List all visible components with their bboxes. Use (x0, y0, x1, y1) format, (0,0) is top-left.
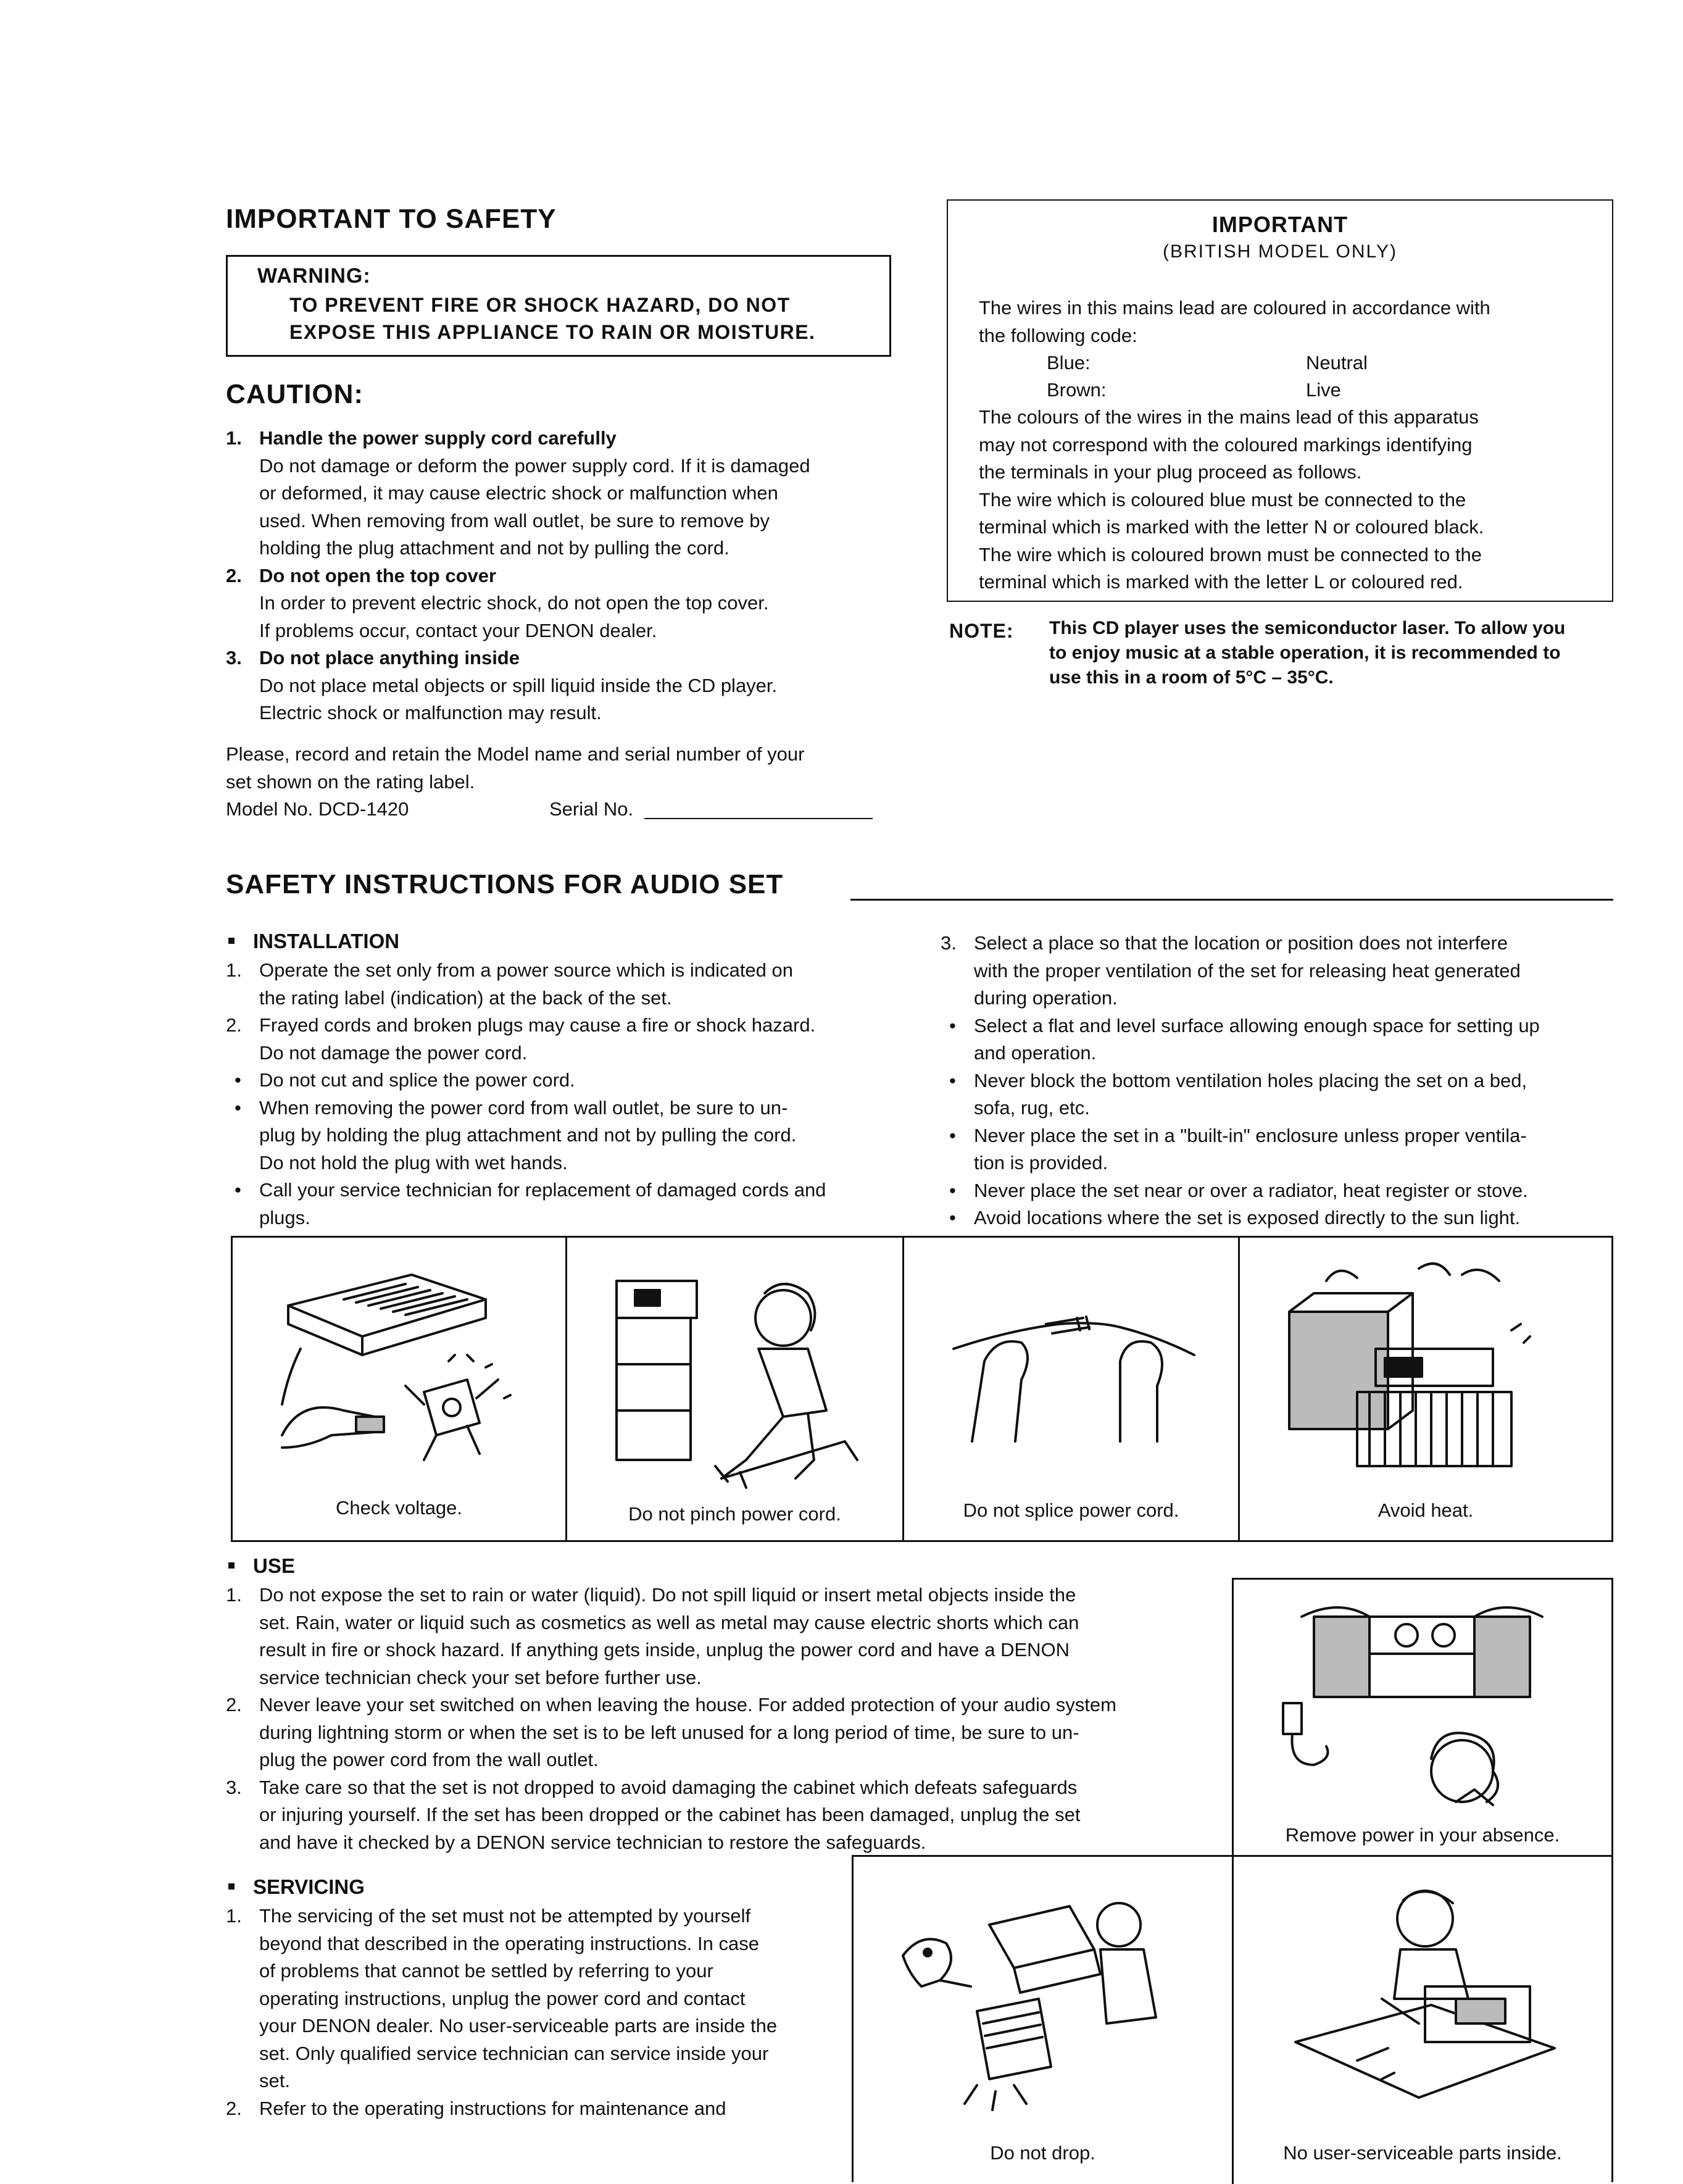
servicing-illustrations (852, 1855, 1613, 2182)
install-line: tion is provided. (974, 1152, 1108, 1173)
warning-box (226, 255, 891, 357)
model-label: Model No. DCD-1420 (226, 798, 409, 820)
warning-text-1: TO PREVENT FIRE OR SHOCK HAZARD, DO NOT (289, 294, 791, 316)
british-box (947, 199, 1613, 602)
remove-power-box (1232, 1578, 1613, 1857)
caution-line: Do not damage or deform the power supply cord. If it is damaged (259, 454, 810, 477)
warning-label: WARNING: (257, 264, 371, 288)
use-line: Never leave your set switched on when leaving the house. For added protection of your audio system (259, 1694, 1116, 1715)
servicing-line: of problems that cannot be settled by referring to your (259, 1960, 713, 1982)
british-line: The colours of the wires in the mains lead of this apparatus (979, 406, 1479, 428)
install-line: sofa, rug, etc. (974, 1097, 1090, 1119)
servicing-heading (226, 1875, 365, 1899)
caption: Do not pinch power cord. (628, 1503, 841, 1525)
servicing-num: 2. (226, 2097, 242, 2119)
use-title: USE (253, 1554, 295, 1577)
caution-heading: Handle the power supply cord carefully (259, 427, 617, 449)
servicing-line: operating instructions, unplug the power cord and contact (259, 1987, 746, 2009)
illustration-splice-cord (904, 1238, 1240, 1540)
note-line: to enjoy music at a stable operation, it is recommended to (1049, 643, 1561, 663)
install-bullet (941, 1067, 1616, 1122)
install-line: Select a place so that the location or position does not interfere (974, 932, 1508, 954)
install-line: during operation. (974, 987, 1118, 1009)
install-bullet (226, 1177, 899, 1232)
code-color: Brown: (1047, 379, 1107, 401)
install-line: plug by holding the plug attachment and not by pulling the cord. (259, 1124, 797, 1146)
audio-title: SAFETY INSTRUCTIONS FOR AUDIO SET (226, 869, 784, 899)
note-label: NOTE: (949, 620, 1014, 642)
code-row (979, 377, 1602, 404)
servicing-title: SERVICING (253, 1875, 365, 1898)
use-list (226, 1582, 1232, 1856)
british-line: The wires in this mains lead are coloured in accordance with (979, 297, 1490, 319)
install-item (941, 930, 1616, 1012)
install-line: • Avoid locations where the set is exposed directly to the sun light. (974, 1207, 1521, 1228)
servicing-item (226, 2095, 844, 2123)
use-line: result in fire or shock hazard. If anything gets inside, unplug the power cord and have a DENON (259, 1639, 1070, 1661)
install-num: 1. (226, 959, 242, 981)
note-line: use this in a room of 5°C – 35°C. (1049, 667, 1334, 688)
code-color: Blue: (1047, 352, 1091, 373)
use-line: during lightning storm or when the set is to be left unused for a long period of time, be sure to un- (259, 1721, 1079, 1743)
installation-illustrations (231, 1236, 1613, 1542)
british-body (979, 294, 1602, 596)
install-line: Do not damage the power cord. (259, 1041, 528, 1064)
caution-line: holding the plug attachment and not by pulling the cord. (259, 537, 729, 559)
model-serial-row (226, 796, 905, 823)
caution-num: 2. (226, 564, 242, 586)
illustration-do-not-drop (854, 1857, 1234, 2184)
use-num: 2. (226, 1694, 242, 1715)
serial-label: Serial No. (549, 798, 634, 820)
illustration-avoid-heat (1240, 1238, 1611, 1540)
caption: Do not splice power cord. (963, 1499, 1179, 1521)
section-bullet-icon (228, 1562, 235, 1569)
servicing-line: Refer to the operating instructions for maintenance and (259, 2097, 726, 2119)
use-item (226, 1774, 1232, 1857)
illustration-no-user-parts (1234, 1857, 1611, 2184)
use-line: service technician check your set before further use. (259, 1666, 702, 1688)
caution-line: or deformed, it may cause electric shock or malfunction when (259, 482, 778, 504)
caution-line: Do not place metal objects or spill liquid inside the CD player. (259, 674, 778, 696)
use-line: set. Rain, water or liquid such as cosmetics as well as metal may cause electric shorts which can (259, 1611, 1079, 1633)
remove-power-illustration (1271, 1592, 1567, 1808)
use-num: 1. (226, 1584, 242, 1606)
use-line: or injuring yourself. If the set has been dropped or the cabinet has been damaged, unplug the set (259, 1804, 1081, 1825)
installation-heading (226, 930, 399, 953)
servicing-num: 1. (226, 1905, 242, 1927)
illustration-pinch-cord (567, 1238, 904, 1540)
install-line: Frayed cords and broken plugs may cause a fire or shock hazard. (259, 1014, 816, 1036)
use-item (226, 1582, 1232, 1691)
servicing-line: set. (259, 2070, 290, 2091)
install-bullet (941, 1122, 1616, 1177)
install-line: Operate the set only from a power source which is indicated on (259, 959, 794, 981)
install-line: • Never place the set in a "built-in" enclosure unless proper ventila- (974, 1124, 1527, 1146)
caution-heading: Do not open the top cover (259, 564, 497, 586)
british-line: The wire which is coloured blue must be connected to the (979, 488, 1466, 511)
code-meaning: Neutral (1306, 352, 1368, 373)
installation-title: INSTALLATION (253, 930, 400, 952)
use-num: 3. (226, 1776, 242, 1798)
install-bullet (941, 1012, 1616, 1067)
british-line: The wire which is coloured brown must be connected to the (979, 543, 1482, 565)
splice-cord-illustration (935, 1287, 1207, 1472)
caution-line: If problems occur, contact your DENON dealer. (259, 619, 657, 641)
install-line: • Never place the set near or over a radiator, heat register or stove. (974, 1179, 1528, 1201)
record-note (226, 741, 905, 823)
install-right-list (941, 930, 1616, 1232)
servicing-line: The servicing of the set must not be attempted by yourself (259, 1905, 751, 1927)
british-line: terminal which is marked with the letter L or coloured red. (979, 571, 1463, 593)
use-line: Do not expose the set to rain or water (liquid). Do not spill liquid or insert metal objects inside the (259, 1584, 1076, 1606)
caution-item (226, 425, 892, 562)
install-line: • When removing the power cord from wall outlet, be sure to un- (259, 1096, 788, 1119)
section-bullet-icon (228, 938, 235, 944)
british-line: the terminals in your plug proceed as follows. (979, 461, 1362, 483)
caution-heading: Do not place anything inside (259, 647, 520, 669)
british-line: may not correspond with the coloured markings identifying (979, 433, 1473, 456)
caption: No user-serviceable parts inside. (1283, 2142, 1562, 2164)
install-bullet (941, 1204, 1616, 1232)
install-line: • Call your service technician for replacement of damaged cords and (259, 1179, 826, 1201)
install-line: with the proper ventilation of the set for releasing heat generated (974, 959, 1521, 982)
caution-line: In order to prevent electric shock, do not open the top cover. (259, 592, 769, 614)
caution-item (226, 644, 892, 727)
british-subtitle: (BRITISH MODEL ONLY) (1162, 241, 1398, 262)
install-line: • Do not cut and splice the power cord. (259, 1069, 575, 1091)
illustration-check-voltage (233, 1238, 567, 1540)
servicing-line: beyond that described in the operating instructions. In case (259, 1932, 759, 1954)
caption: Avoid heat. (1378, 1499, 1474, 1521)
install-line: plugs. (259, 1206, 310, 1228)
install-bullet (941, 1177, 1616, 1205)
caption: Remove power in your absence. (1285, 1824, 1560, 1846)
british-line: terminal which is marked with the letter N or coloured black. (979, 516, 1484, 538)
do-not-drop-illustration (884, 1882, 1193, 2116)
caution-item (226, 562, 892, 645)
caption: Check voltage. (335, 1497, 463, 1519)
servicing-list (226, 1903, 844, 2122)
use-heading (226, 1554, 295, 1578)
british-title: IMPORTANT (1211, 212, 1348, 237)
check-voltage-illustration (264, 1262, 535, 1472)
use-item (226, 1691, 1232, 1774)
note-line: This CD player uses the semiconductor laser. To allow you (1049, 618, 1566, 638)
use-line: and have it checked by a DENON service technician to restore the safeguards. (259, 1831, 926, 1853)
install-line: the rating label (indication) at the back of the set. (259, 986, 672, 1009)
use-line: Take care so that the set is not dropped to avoid damaging the cabinet which defeats safeguards (259, 1776, 1078, 1798)
install-left-list (226, 957, 899, 1232)
install-num: 3. (941, 932, 957, 954)
safety-title: IMPORTANT TO SAFETY (226, 204, 557, 234)
servicing-line: set. Only qualified service technician can service inside your (259, 2042, 769, 2064)
audio-title-rule (850, 899, 1613, 901)
pinch-cord-illustration (598, 1256, 882, 1491)
install-line: and operation. (974, 1042, 1097, 1064)
install-line: • Never block the bottom ventilation holes placing the set on a bed, (974, 1069, 1527, 1091)
install-item (226, 957, 899, 1012)
install-line: • Select a flat and level surface allowing enough space for setting up (974, 1014, 1540, 1036)
caution-num: 3. (226, 647, 242, 669)
record-line: set shown on the rating label. (226, 770, 475, 793)
caution-line: used. When removing from wall outlet, be sure to remove by (259, 509, 770, 531)
install-bullet (226, 1067, 899, 1094)
avoid-heat-illustration (1277, 1256, 1585, 1491)
use-line: plug the power cord from the wall outlet. (259, 1749, 599, 1770)
servicing-line: your DENON dealer. No user-serviceable parts are inside the (259, 2015, 778, 2036)
code-row (979, 349, 1602, 377)
warning-text-2: EXPOSE THIS APPLIANCE TO RAIN OR MOISTURE. (289, 321, 816, 343)
section-bullet-icon (228, 1883, 235, 1890)
install-item (226, 1012, 899, 1067)
code-meaning: Live (1306, 379, 1341, 401)
british-line: the following code: (979, 324, 1137, 346)
install-line: Do not hold the plug with wet hands. (259, 1151, 568, 1173)
caption: Do not drop. (990, 2142, 1095, 2164)
caution-list (226, 425, 892, 727)
caution-line: Electric shock or malfunction may result. (259, 702, 602, 723)
caution-num: 1. (226, 427, 242, 449)
install-bullet (226, 1094, 899, 1177)
caution-title: CAUTION: (226, 379, 364, 409)
no-user-parts-illustration (1271, 1875, 1567, 2116)
install-num: 2. (226, 1014, 242, 1036)
serial-number-line[interactable] (644, 818, 873, 819)
servicing-item (226, 1903, 844, 2095)
note-text (1049, 616, 1617, 690)
record-line: Please, record and retain the Model name and serial number of your (226, 743, 805, 765)
